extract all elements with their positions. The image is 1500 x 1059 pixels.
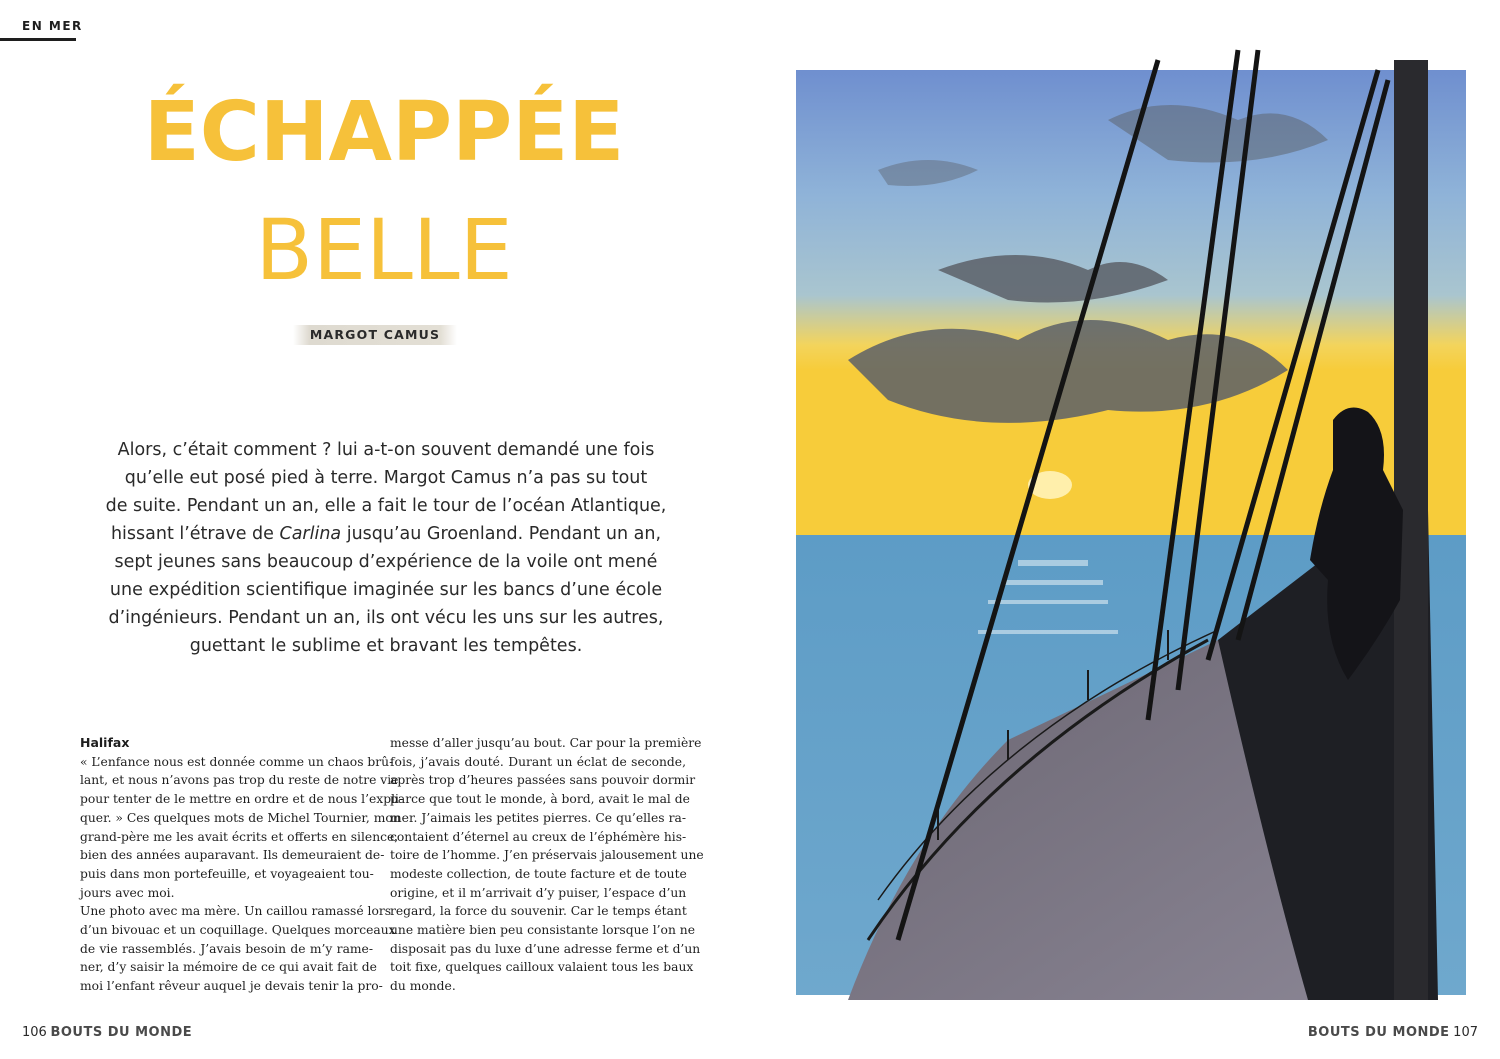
- body-text-line: d’un bivouac et un coquillage. Quelques morceaux: [80, 923, 396, 938]
- standfirst-line: qu’elle eut posé pied à terre. Margot Camus n’a pas su tout: [124, 468, 648, 488]
- body-column-right: [390, 734, 704, 996]
- magazine-name-left: BOUTS DU MONDE: [50, 1025, 193, 1040]
- standfirst-line: une expédition scientifique imaginée sur les bancs d’une école: [109, 580, 663, 600]
- page-number-left: 106: [22, 1025, 47, 1040]
- body-text-line: fois, j’avais douté. Durant un éclat de seconde,: [390, 754, 686, 769]
- body-text-line: messe d’aller jusqu’au bout. Car pour la première: [390, 736, 702, 750]
- body-text-line: jours avec moi.: [80, 885, 175, 900]
- body-text-line: grand-père me les avait écrits et offerts en silence,: [80, 829, 399, 844]
- standfirst-line: hissant l’étrave de Carlina jusqu’au Groenland. Pendant un an,: [110, 524, 662, 544]
- watercolor-illustration: [788, 40, 1473, 1000]
- article-title-line1: ÉCHAPPÉE: [143, 85, 625, 180]
- article-title-line2: BELLE: [255, 201, 513, 299]
- article-standfirst: [96, 436, 676, 660]
- standfirst-line: Alors, c’était comment ? lui a-t-on souvent demandé une fois: [117, 440, 655, 460]
- page-number-right: 107: [1453, 1025, 1478, 1040]
- body-text-line: puis dans mon portefeuille, et voyageaient tou-: [80, 866, 374, 881]
- folio-right: [1308, 1024, 1478, 1040]
- author-byline: MARGOT CAMUS: [293, 325, 457, 345]
- body-text-line: de vie rassemblés. J’avais besoin de m’y rame-: [80, 941, 373, 956]
- body-text-line: disposait pas du luxe d’une adresse ferme et d’un: [390, 941, 701, 956]
- body-text-line: après trop d’heures passées sans pouvoir dormir: [390, 773, 696, 788]
- body-text-line: contaient d’éternel au creux de l’éphémère his-: [390, 829, 687, 844]
- body-text-line: « L’enfance nous est donnée comme un chaos brû-: [80, 754, 394, 769]
- body-text-line: toire de l’homme. J’en préservais jalousement une: [390, 848, 704, 863]
- body-text-line: regard, la force du souvenir. Car le temps étant: [390, 904, 687, 919]
- body-text-line: bien des années auparavant. Ils demeuraient de-: [80, 848, 385, 863]
- standfirst-line: sept jeunes sans beaucoup d’expérience de la voile ont mené: [114, 552, 658, 572]
- standfirst-line: de suite. Pendant un an, elle a fait le tour de l’océan Atlantique,: [105, 496, 667, 516]
- section-label: EN MER: [22, 19, 83, 33]
- body-text-line: origine, et il m’arrivait d’y puiser, l’espace d’un: [390, 885, 687, 900]
- section-rule: [0, 38, 76, 41]
- body-text-line: mer. J’aimais les petites pierres. Ce qu’elles ra-: [390, 810, 686, 825]
- body-text-line: ner, d’y saisir la mémoire de ce qui avait fait de: [80, 960, 377, 975]
- body-text-line: lant, et nous n’avons pas trop du reste de notre vie: [80, 773, 399, 788]
- magazine-name-right: BOUTS DU MONDE: [1307, 1025, 1450, 1040]
- standfirst-line: guettant le sublime et bravant les tempêtes.: [189, 636, 583, 656]
- body-text-line: pour tenter de le mettre en ordre et de nous l’expli-: [80, 792, 404, 807]
- body-text-line: quer. » Ces quelques mots de Michel Tournier, mon: [80, 810, 401, 825]
- body-text-line: une matière bien peu consistante lorsque l’on ne: [390, 923, 695, 938]
- body-text-line: parce que tout le monde, à bord, avait le mal de: [390, 792, 690, 807]
- body-column-left: [80, 734, 404, 996]
- body-text-line: Une photo avec ma mère. Un caillou ramassé lors: [80, 904, 392, 919]
- standfirst-line: d’ingénieurs. Pendant un an, ils ont vécu les uns sur les autres,: [108, 608, 664, 628]
- body-text-line: toit fixe, quelques cailloux valaient tous les baux: [390, 960, 694, 975]
- body-text-line: modeste collection, de toute facture et de toute: [390, 866, 687, 881]
- subheading: Halifax: [80, 735, 130, 750]
- body-text-line: du monde.: [390, 979, 456, 994]
- folio-left: [22, 1024, 192, 1040]
- body-text-line: moi l’enfant rêveur auquel je devais tenir la pro-: [80, 979, 383, 994]
